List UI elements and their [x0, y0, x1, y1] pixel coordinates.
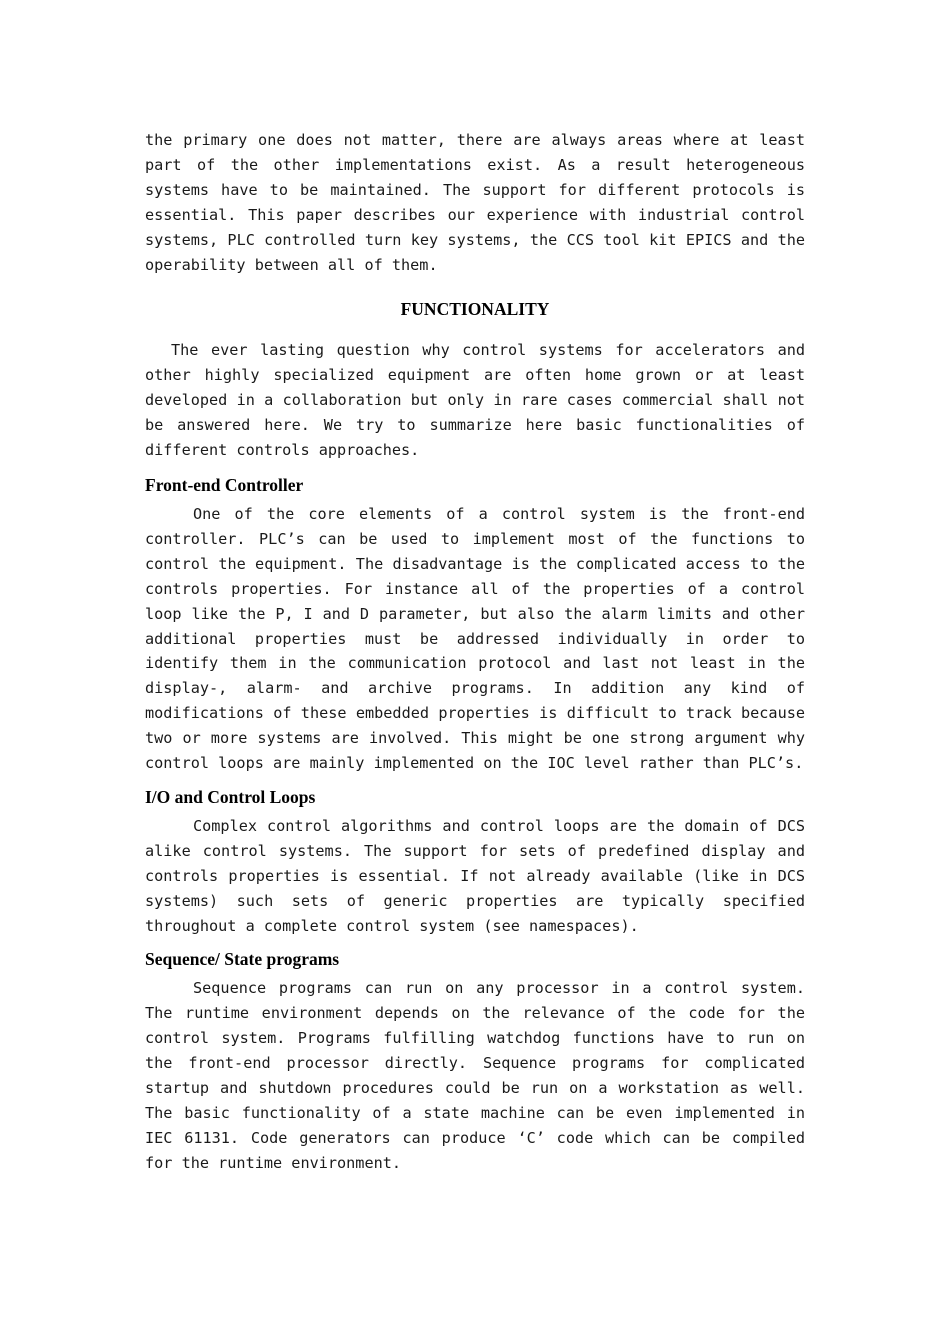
section-heading-functionality: FUNCTIONALITY: [400, 299, 550, 320]
front-end-paragraph: One of the core elements of a control system is the front-end controller. PLC’s can be used to implement most of the functions to control the equipment. The disadvantage is the complicated access to the controls properties. For instance all of the properties of a control loop like the P, I and D parameter, but also the alarm limits and other additional properties must be addressed individually in order to identify them in the communication protocol and last not least in the display-, alarm- and archive programs. In addition any kind of modifications of these embedded properties is difficult to track because two or more systems are involved. This might be one strong argument why control loops are mainly implemented on the IOC level rather than PLC’s.: [145, 504, 805, 773]
subheading-io-control-loops: I/O and Control Loops: [145, 786, 316, 807]
io-control-paragraph: Complex control algorithms and control loops are the domain of DCS alike control systems. The support for sets of predefined display and controls properties is essential. If not already available (like in DCS systems) such sets of generic properties are typically specified throughout a complete control system (see namespaces).: [145, 816, 805, 935]
intro-paragraph: the primary one does not matter, there are always areas where at least part of the other implementations exist. As a result heterogeneous systems have to be maintained. The support for different protocols is essential. This paper describes our experience with industrial control systems, PLC controlled turn key systems, the CCS tool kit EPICS and the operability between all of them.: [145, 131, 805, 274]
sequence-paragraph: Sequence programs can run on any processor in a control system. The runtime environment depends on the relevance of the code for the control system. Programs fulfilling watchdog functions have to run on the front-end processor directly. Sequence programs for complicated startup and shutdown procedures could be run on a workstation as well. The basic functionality of a state machine can be even implemented in IEC 61131. Code generators can produce ‘C’ code which can be compiled for the runtime environment.: [145, 979, 805, 1172]
functionality-paragraph: The ever lasting question why control systems for accelerators and other highly specialized equipment are often home grown or at least developed in a collaboration but only in rare cases commercial shall not be answered here. We try to summarize here basic functionalities of different controls approaches.: [145, 341, 805, 460]
paper-page: [145, 128, 805, 1176]
subheading-sequence-state-programs: Sequence/ State programs: [145, 949, 340, 970]
subheading-front-end-controller: Front-end Controller: [145, 474, 304, 495]
